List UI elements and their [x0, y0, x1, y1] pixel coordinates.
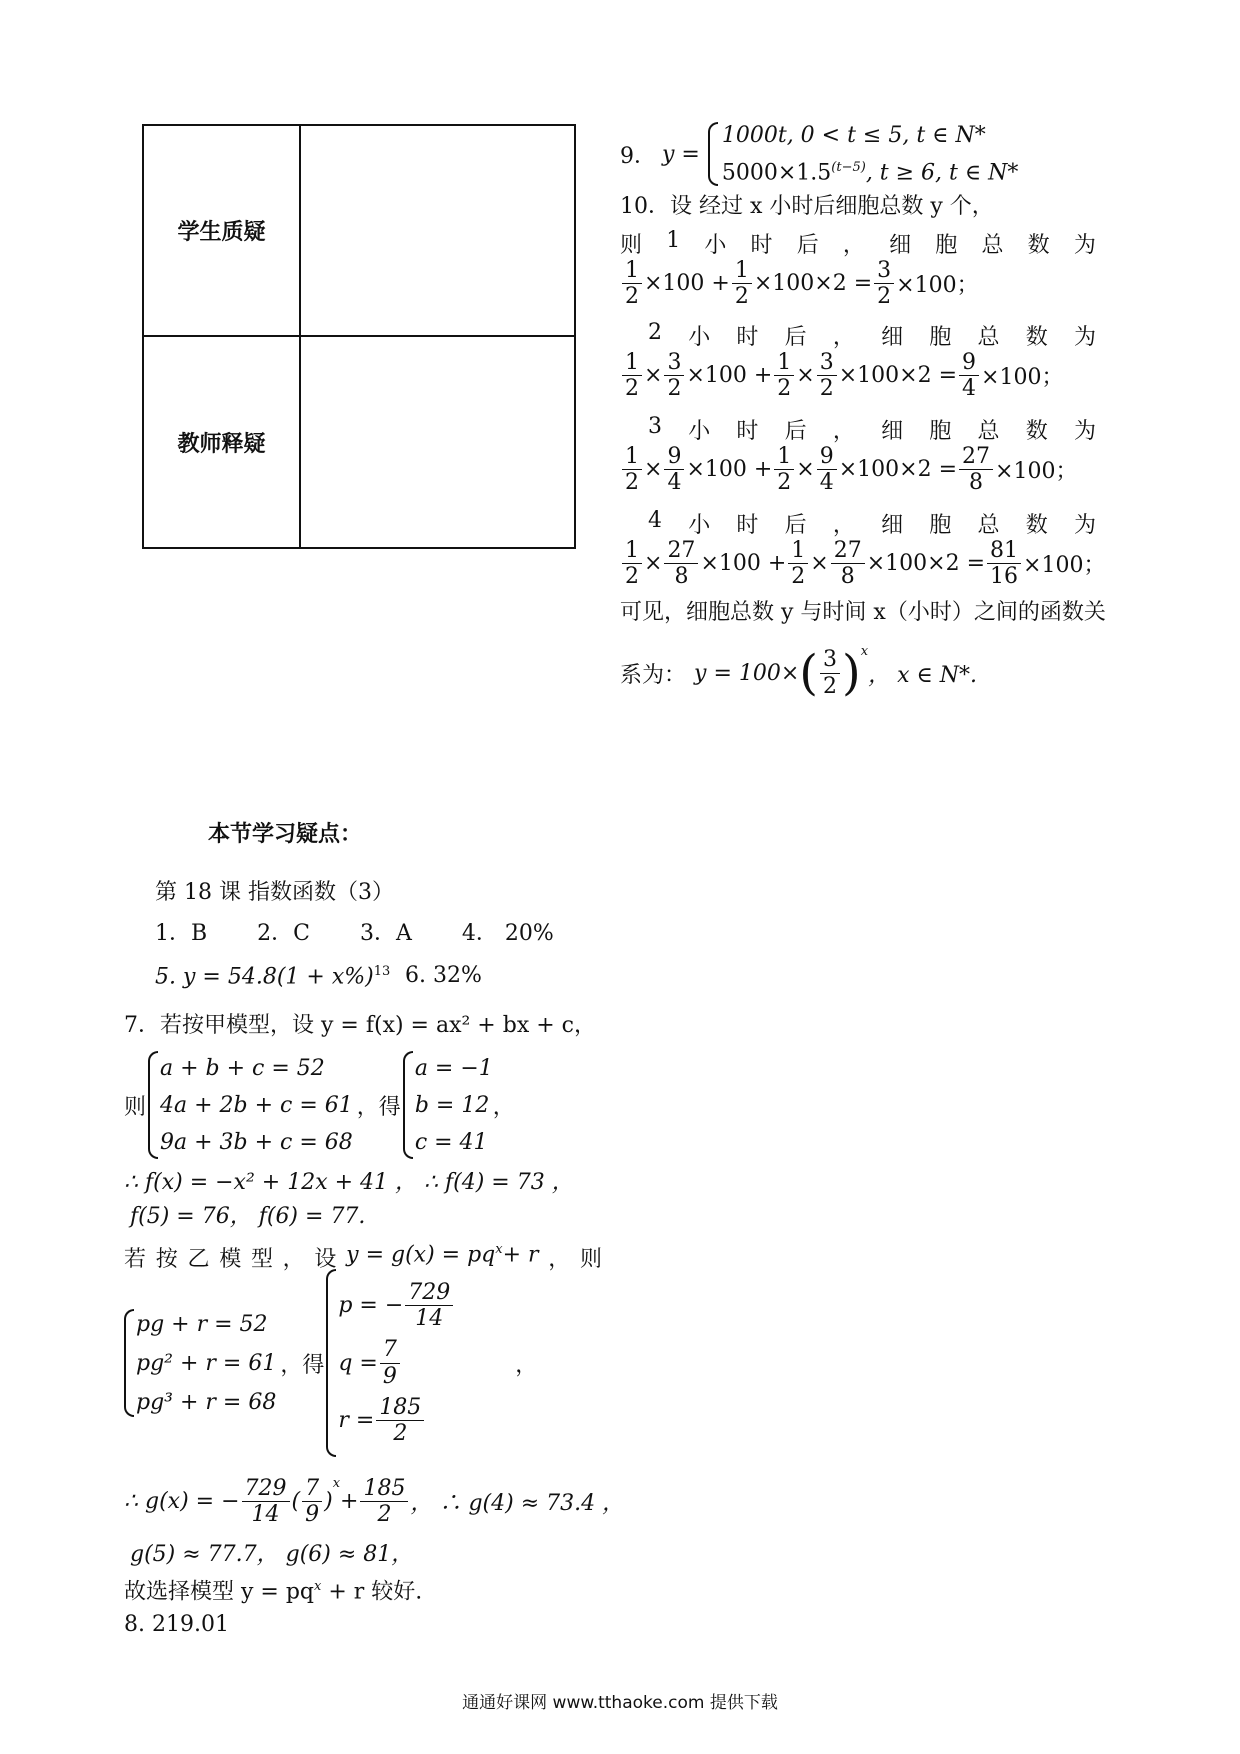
q10-h3_words-word: 时: [736, 419, 759, 444]
q10-h1_words-word: 则: [620, 233, 643, 258]
student-question-cell[interactable]: [300, 125, 575, 336]
q7-f-line: ∴ f(x) = −x² + 12x + 41 ， ∴ f(4) = 73 ，: [124, 1170, 574, 1195]
q10-h3_words-word: 细: [881, 419, 904, 444]
q10-h1_words-word: 1: [666, 228, 681, 253]
q10-hour2-text: [648, 320, 1096, 351]
student-question-label: 学生质疑: [143, 125, 300, 336]
q10-h4_words-word: ，: [832, 513, 855, 538]
q10-h2_words-word: 总: [977, 325, 1000, 350]
q9-block: [620, 118, 1018, 190]
q10-h1_words-word: 总: [981, 233, 1004, 258]
q7-conclusion: 故选择模型 $y = pq^x + r$ 较好.: [124, 1579, 423, 1605]
answers-1-4: [155, 916, 554, 947]
q10-h4_words-word: 小: [688, 513, 711, 538]
q10-h3_words-word: 数: [1025, 419, 1048, 444]
answer-item: 4． 20%: [461, 921, 554, 946]
q10-h4_words-word: 胞: [929, 513, 952, 538]
q10-h4_words-word: 细: [881, 513, 904, 538]
q10-eq3: $\frac{1}{2}$ × $\frac{9}{4}$ ×100 + $\frac{1}{2}$ × $\frac{9}{4}$ ×100×2 = $\frac{27}{8}$ ×100；: [620, 444, 1077, 496]
q10-h4_words-word: 为: [1073, 513, 1096, 538]
q10-h3_words-word: 为: [1073, 419, 1096, 444]
q9-lhs: y =: [662, 141, 700, 167]
q7-g-line: ∴ g(x) = − $\frac{729}{14}$ ( $\frac{7}{9}$ ) $^x$ + $\frac{185}{2}$ ， ∴ g(4) ≈ 73.4 ，: [124, 1476, 625, 1528]
teacher-answer-cell[interactable]: [300, 336, 575, 548]
answer-item: 1．B: [155, 921, 208, 946]
q10-h3_words-word: 胞: [929, 419, 952, 444]
left-brace: [708, 122, 718, 186]
q10-hour4-text: [648, 508, 1096, 539]
q10-conclusion: 可见，细胞总数 y 与时间 x（小时）之间的函数关: [620, 600, 1106, 625]
q10-h3_words-word: 小: [688, 419, 711, 444]
q10-h4_words-word: 总: [977, 513, 1000, 538]
q10-h2_words-word: 2: [648, 320, 662, 345]
q10-h1_words-word: 后: [796, 233, 819, 258]
q10-h1_words-word: 细: [889, 233, 912, 258]
answer-5: 5. $y = 54.8(1 + x\%)^{13}$: [155, 964, 391, 990]
answer-6: 6. 32%: [405, 963, 482, 988]
qa-table: [142, 124, 576, 549]
q10-hour1-text: [620, 228, 1096, 259]
q10-h3_words-word: 3: [648, 414, 662, 439]
answer-item: 3．A: [360, 921, 412, 946]
q10-h1_words-word: 数: [1027, 233, 1050, 258]
q10-relation: 系为： y = 100× ( $\frac{3}{2}$ ) $^x$ ， x ∈ N*.: [620, 644, 978, 701]
q7-intro: 7．若按甲模型，设 y = f(x) = ax² + bx + c，: [124, 1013, 596, 1038]
answer-item: 2．C: [257, 921, 311, 946]
q10-h3_words-word: 后: [784, 419, 807, 444]
q10-h1_words-word: ，: [842, 233, 865, 258]
page-footer: 通通好课网 www.tthaoke.com 提供下载: [462, 1693, 778, 1713]
q10-h1_words-word: 胞: [935, 233, 958, 258]
q10-h1_words-word: 为: [1073, 233, 1096, 258]
q9-number: 9．: [620, 143, 656, 169]
q10-eq4: $\frac{1}{2}$ × $\frac{27}{8}$ ×100 + $\frac{1}{2}$ × $\frac{27}{8}$ ×100×2 = $\frac{81}{16}$ ×100；: [620, 538, 1105, 590]
lesson-title: 第 18 课 指数函数（3）: [155, 880, 394, 905]
q9-case2: $5000\times 1.5^{(t-5)}$, t ≥ 6, t ∈ N*: [721, 159, 1019, 186]
q10-h2_words-word: 细: [881, 325, 904, 350]
q10-intro: 10．设 经过 x 小时后细胞总数 y 个，: [620, 194, 994, 219]
q10-h4_words-word: 后: [784, 513, 807, 538]
q7-system2: pg + r = 52 pg² + r = 61 pg³ + r = 68 ，得 p = − $\frac{729}{14}$ q = $\frac{7}{9}$ r = $\frac{185}{2}$ ，: [124, 1268, 537, 1458]
q7-g-values: g(5) ≈ 77.7， g(6) ≈ 81，: [130, 1542, 414, 1567]
q10-h4_words-word: 时: [736, 513, 759, 538]
q10-h1_words-word: 时: [750, 233, 773, 258]
q10-h1_words-word: 小: [704, 233, 727, 258]
q10-h2_words-word: 胞: [929, 325, 952, 350]
q10-h2_words-word: ，: [832, 325, 855, 350]
q10-h2_words-word: 数: [1025, 325, 1048, 350]
q10-eq2: $\frac{1}{2}$ × $\frac{3}{2}$ ×100 + $\frac{1}{2}$ × $\frac{3}{2}$ ×100×2 = $\frac{9}{4}$ ×100；: [620, 350, 1063, 402]
q10-h3_words-word: 总: [977, 419, 1000, 444]
teacher-answer-label: 教师释疑: [143, 336, 300, 548]
q10-h2_words-word: 时: [736, 325, 759, 350]
q10-eq1: $\frac{1}{2}$ ×100 + $\frac{1}{2}$ ×100×2 = $\frac{3}{2}$ ×100；: [620, 258, 979, 310]
q10-h2_words-word: 为: [1073, 325, 1096, 350]
q7-f-values: f(5) = 76， f(6) = 77.: [130, 1204, 366, 1229]
q8-answer: 8. 219.01: [124, 1612, 229, 1637]
q10-h4_words-word: 4: [648, 508, 662, 533]
q10-hour3-text: [648, 414, 1096, 445]
q7-model-b-intro: 若 按 乙 模 型 ， 设 $y = g(x) = pq^x+ r$ ， 则: [124, 1242, 602, 1272]
q7-system1: 则 a + b + c = 52 4a + 2b + c = 61 9a + 3b + c = 68 ，得 a = −1 b = 12 c = 41 ，: [124, 1050, 515, 1160]
q10-h2_words-word: 小: [688, 325, 711, 350]
q10-h3_words-word: ，: [832, 419, 855, 444]
section-title: 本节学习疑点：: [208, 822, 363, 847]
q9-case1: 1000t, 0 < t ≤ 5, t ∈ N*: [721, 122, 986, 148]
q10-h2_words-word: 后: [784, 325, 807, 350]
q10-h4_words-word: 数: [1025, 513, 1048, 538]
